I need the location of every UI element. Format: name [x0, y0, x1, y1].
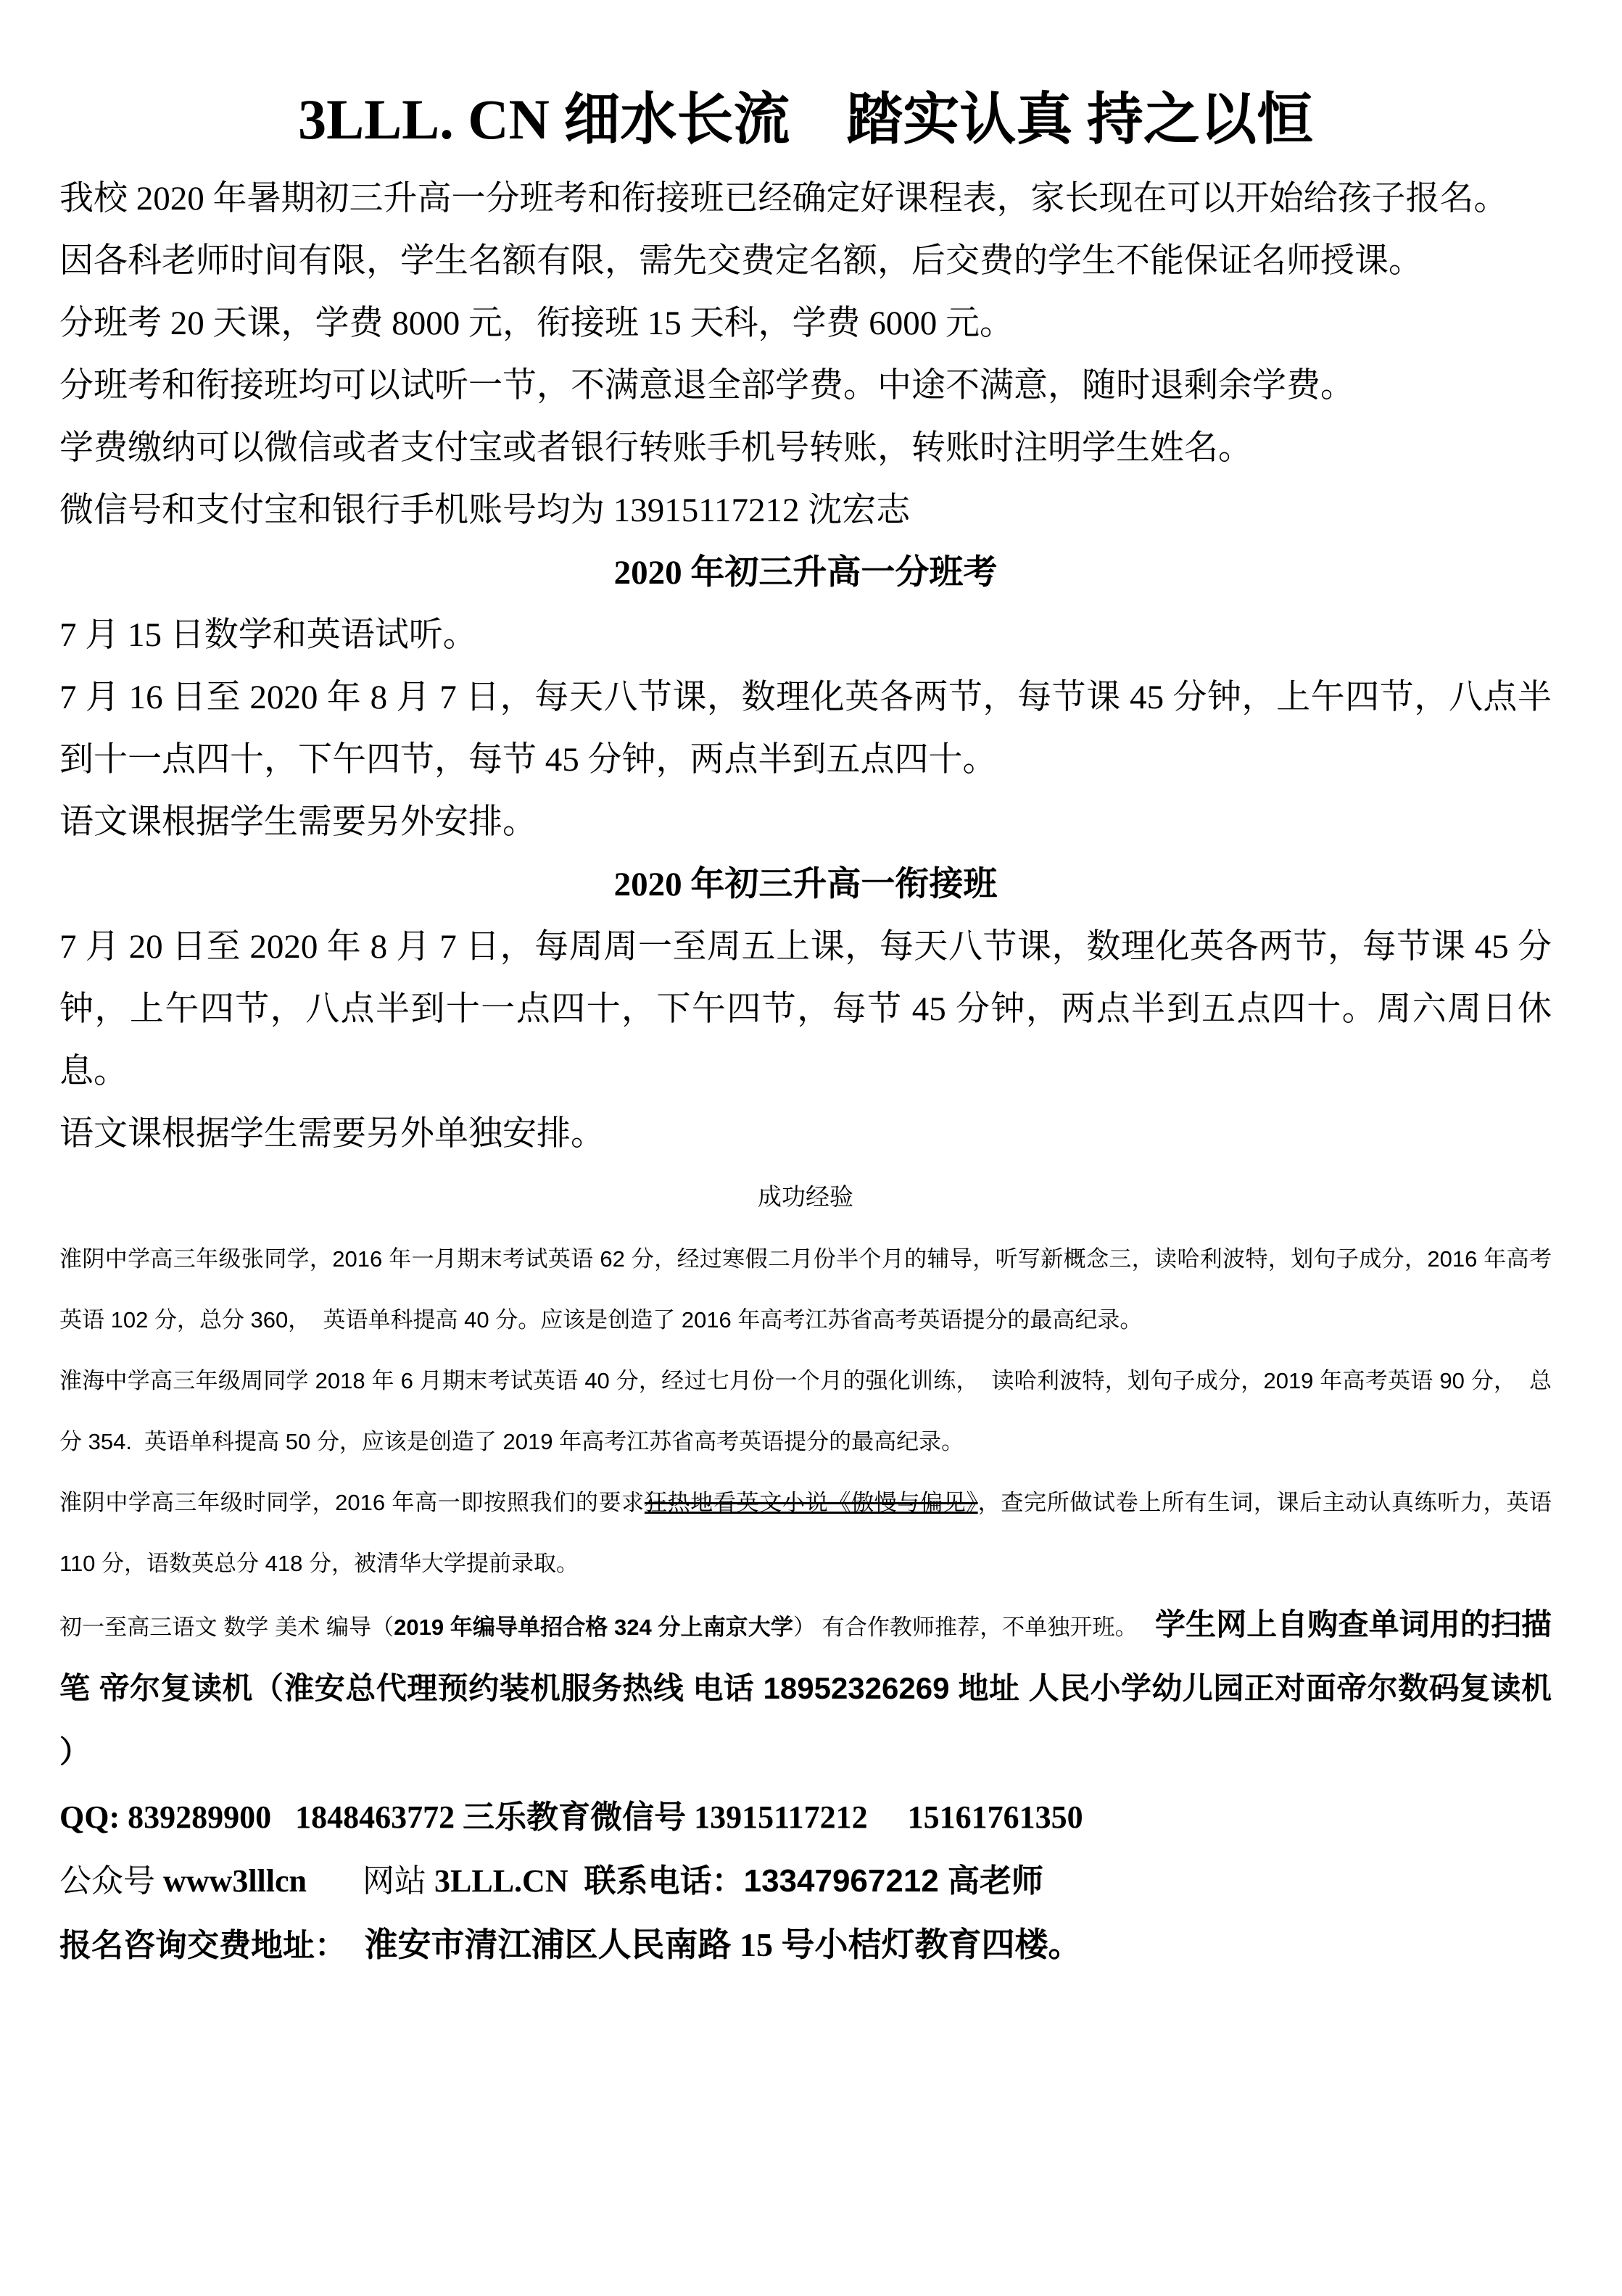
intro-paragraph: 分班考 20 天课，学费 8000 元，衔接班 15 天科，学费 6000 元。 [59, 304, 1014, 343]
scanner-pen-promo-text: 学生网上自购查单词用的扫描笔 帝尔复读机（淮安总代理预约装机服务热线 电话 18952326269 地址 人民小学幼儿园正对面帝尔数码复读机 ） [59, 1607, 1560, 1770]
address-value: 淮安市清江浦区人民南路 15 号小桔灯教育四楼。 [364, 1926, 1082, 1964]
placement-exam-paragraph: 7 月 15 日数学和英语试听。 [59, 616, 477, 655]
placement-exam-heading: 2020 年初三升高一分班考 [613, 554, 998, 592]
qq-contact-line: QQ: 839289900 1848463772 三乐教育微信号 13915117212 15161761350 [59, 1799, 1083, 1836]
official-account-label: 公众号 [59, 1863, 163, 1899]
intro-paragraph: 学费缴纳可以微信或者支付宝或者银行转账手机号转账，转账时注明学生姓名。 [59, 429, 1252, 468]
story-3-text: ，查完所做试卷上所有生词，课后主动认真练听力，英语 110 分，语数英总分 418 分，被清华大学提前录取。 [59, 1490, 1558, 1577]
placement-exam-paragraph: 7 月 16 日至 2020 年 8 月 7 日，每天八节课，数理化英各两节，每节课 45 分钟，上午四节，八点半到十一点四十，下午四节，每节 45 分钟，两点半到五点四十。 [59, 679, 1552, 779]
intro-paragraph: 因各科老师时间有限，学生名额有限，需先交费定名额，后交费的学生不能保证名师授课。 [59, 242, 1423, 281]
website-label: 网站 [363, 1863, 434, 1899]
address-label: 报名咨询交费地址： [59, 1928, 365, 1964]
success-stories-heading: 成功经验 [758, 1183, 853, 1211]
spacer [568, 1863, 584, 1899]
placement-exam-paragraph: 语文课根据学生需要另外安排。 [59, 803, 537, 842]
web-contact-line [59, 1849, 1552, 1913]
bridge-class-heading: 2020 年初三升高一衔接班 [613, 866, 998, 904]
courses-award-text: 2019 年编导单招合格 324 分上南京大学 [394, 1615, 793, 1641]
courses-and-products-paragraph [59, 1594, 1560, 1786]
success-story-1: 淮阴中学高三年级张同学，2016 年一月期末考试英语 62 分，经过寒假二月份半个月的辅导，听写新概念三，读哈利波特，划句子成分，2016 年高考英语 102 分，总分 360， 英语单科提高 40 分。应该是创造了 2016 年高考江苏省高考英语提分的最高纪录。 [59, 1246, 1552, 1333]
success-story-3 [59, 1472, 1558, 1594]
page-title: 3LLL. CN 细水长流 踏实认真 持之以恒 [298, 88, 1313, 151]
courses-list-text: 初一至高三语文 数学 美术 编导（ [59, 1615, 394, 1641]
spacer [307, 1863, 363, 1899]
payment-account-line: 微信号和支付宝和银行手机账号均为 13915117212 沈宏志 [59, 492, 911, 530]
registration-address-line [59, 1913, 1552, 1978]
website-value: 3LLL.CN [434, 1863, 568, 1899]
bridge-class-paragraph: 语文课根据学生需要另外单独安排。 [59, 1115, 605, 1153]
bridge-class-paragraph: 7 月 20 日至 2020 年 8 月 7 日，每周周一至周五上课，每天八节课，数理化英各两节，每节课 45 分钟，上午四节，八点半到十一点四十，下午四节，每节 45 分钟，两点半到五点四十。周六周日休息。 [59, 928, 1552, 1091]
success-story-2: 淮海中学高三年级周同学 2018 年 6 月期末考试英语 40 分，经过七月份一个月的强化训练， 读哈利波特，划句子成分，2019 年高考英语 90 分， 总分 354. 英语单科提高 50 分，应该是创造了 2019 年高考江苏省高考英语提分的最高纪录。 [59, 1368, 1552, 1455]
strikethrough-text: 狂热地看英文小说《傲慢与偏见》 [644, 1490, 978, 1516]
intro-paragraph: 分班考和衔接班均可以试听一节，不满意退全部学费。中途不满意，随时退剩余学费。 [59, 367, 1354, 405]
official-account-value: www3lllcn [163, 1863, 307, 1899]
courses-note-text: ） 有合作教师推荐，不单独开班。 [793, 1615, 1156, 1641]
phone-contact-text: 联系电话：13347967212 高老师 [584, 1863, 1043, 1899]
intro-paragraph: 我校 2020 年暑期初三升高一分班考和衔接班已经确定好课程表，家长现在可以开始给孩子报名。 [59, 180, 1508, 218]
story-3-text: 淮阴中学高三年级时同学，2016 年高一即按照我们的要求 [59, 1490, 645, 1516]
